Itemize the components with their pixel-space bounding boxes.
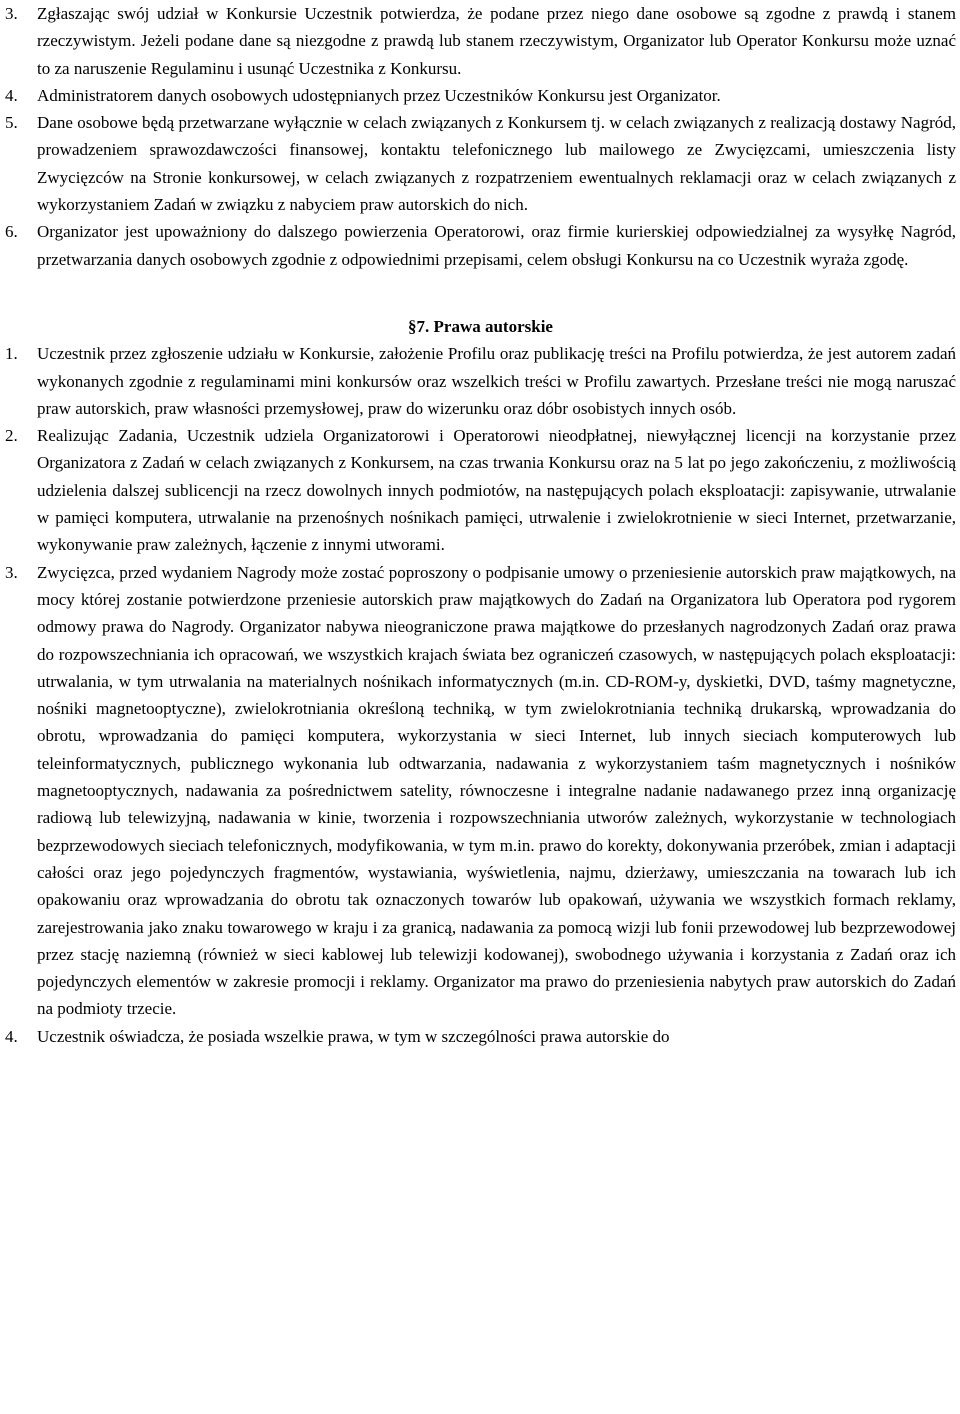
list-item <box>5 422 956 558</box>
item-text: Dane osobowe będą przetwarzane wyłącznie w celach związanych z Konkursem tj. w celach związanych z realizacją dostawy Nagród, prowadzeniem sprawozdawczości finansowej, kontaktu telefonicznego lub mailowego ze Zwycięzcami, umieszczenia listy Zwycięzców na Stronie konkursowej, w celach związanych z rozpatrzeniem ewentualnych reklamacji oraz w celach związanych z wykorzystaniem Zadań w związku z nabyciem praw autorskich do nich. <box>37 113 956 215</box>
item-number: 1. <box>5 344 18 364</box>
item-text: Realizując Zadania, Uczestnik udziela Organizatorowi i Operatorowi nieodpłatnej, niewyłącznej licencji na korzystanie przez Organizatora z Zadań w celach związanych z Konkursem, na czas trwania Konkursu oraz na 5 lat po jego zakończeniu, z możliwością udzielenia dalszej sublicencji na rzecz dowolnych innych podmiotów, na następujących polach eksploatacji: zapisywanie, utrwalanie w pamięci komputera, utrwalanie na przenośnych nośnikach pamięci, utrwalenie i zwielokrotnienie w sieci Internet, przetwarzanie, wykonywanie praw zależnych, łączenie z innymi utworami. <box>37 426 956 555</box>
item-number: 3. <box>5 4 18 23</box>
item-number: 6. <box>5 222 18 242</box>
list-item <box>5 82 956 109</box>
copyright-list <box>5 340 956 1050</box>
item-number: 2. <box>5 426 18 446</box>
item-text: Zgłaszając swój udział w Konkursie Uczestnik potwierdza, że podane przez niego dane osobowe są zgodne z prawdą i stanem rzeczywistym. Jeżeli podane dane są niezgodne z prawdą lub stanem rzeczywistym, Organizator lub Operator Konkursu może uznać to za naruszenie Regulaminu i usunąć Uczestnika z Konkursu. <box>37 4 956 78</box>
list-item <box>5 340 956 422</box>
list-item <box>5 559 956 1023</box>
item-number: 5. <box>5 113 18 133</box>
item-number: 4. <box>5 1026 18 1046</box>
list-item <box>5 218 956 273</box>
item-text: Uczestnik oświadcza, że posiada wszelkie prawa, w tym w szczególności prawa autorskie do <box>37 1026 670 1046</box>
item-text: Uczestnik przez zgłoszenie udziału w Konkursie, założenie Profilu oraz publikację treści na Profilu potwierdza, że jest autorem zadań wykonanych zgodnie z regulaminami mini konkursów oraz wszelkich treści w Profilu zawartych. Przesłane treści nie mogą naruszać praw autorskich, praw własności przemysłowej, praw do wizerunku oraz dóbr osobistych innych osób. <box>37 344 956 418</box>
item-text: Zwycięzca, przed wydaniem Nagrody może zostać poproszony o podpisanie umowy o przeniesienie autorskich praw majątkowych, na mocy której zostanie potwierdzone przeniesie autorskich praw majątkowych do Zadań na Organizatora lub Operatora pod rygorem odmowy prawa do Nagrody. Organizator nabywa nieograniczone prawa majątkowe do przesłanych nagrodzonych Zadań oraz prawa do rozpowszechniania ich opracowań, we wszystkich krajach świata bez ograniczeń czasowych, w następujących polach eksploatacji: utrwalania, w tym utrwalania na materialnych nośnikach informatycznych (m.in. CD-ROM-y, dyskietki, DVD, taśmy magnetyczne, nośniki magnetooptyczne), zwielokrotniania określoną techniką, w tym zwielokrotniania techniką drukarską, wprowadzania do obrotu, wprowadzania do pamięci komputera, wykorzystania w sieci Internet, lub innych sieciach komputerowych lub teleinformatycznych, publicznego wykonania lub odtwarzania, nadawania z wykorzystaniem taśm magnetycznych i nośników magnetooptycznych, nadawania za pośrednictwem satelity, równoczesne i integralne nadanie nadawanego przez inną organizację radiową lub telewizyjną, nadawania w kinie, tworzenia i rozpowszechniania utworów zależnych, wykorzystanie w technologiach bezprzewodowych sieciach telefonicznych, modyfikowania, w tym m.in. prawo do korekty, dokonywania przeróbek, zmian i adaptacji całości oraz jego pojedynczych fragmentów, wystawiania, wyświetlenia, najmu, dzierżawy, umieszczania na towarach lub ich opakowaniu oraz wprowadzania do obrotu tak oznaczonych towarów lub opakowań, używania we wszystkich formach reklamy, zarejestrowania jako znaku towarowego w kraju i za granicą, nadawania za pomocą wizji lub fonii przewodowej lub bezprzewodowej przez stację naziemną (również w sieci kablowej lub telewizji kodowanej), swobodnego używania i korzystania z Zadań oraz ich pojedynczych elementów w zakresie promocji i reklamy. Organizator ma prawo do przeniesienia nabytych praw autorskich do Zadań na podmioty trzecie. <box>37 562 956 1019</box>
section-heading: §7. Prawa autorskie <box>408 316 553 336</box>
item-number: 3. <box>5 562 18 582</box>
list-item <box>5 109 956 218</box>
personal-data-list <box>5 0 956 273</box>
item-text: Administratorem danych osobowych udostępnianych przez Uczestników Konkursu jest Organizator. <box>37 85 721 105</box>
list-item <box>5 0 956 82</box>
item-number: 4. <box>5 85 18 105</box>
item-text: Organizator jest upoważniony do dalszego powierzenia Operatorowi, oraz firmie kurierskiej odpowiedzialnej za wysyłkę Nagród, przetwarzania danych osobowych zgodnie z odpowiednimi przepisami, celem obsługi Konkursu na co Uczestnik wyraża zgodę. <box>37 222 956 269</box>
list-item <box>5 1023 956 1050</box>
